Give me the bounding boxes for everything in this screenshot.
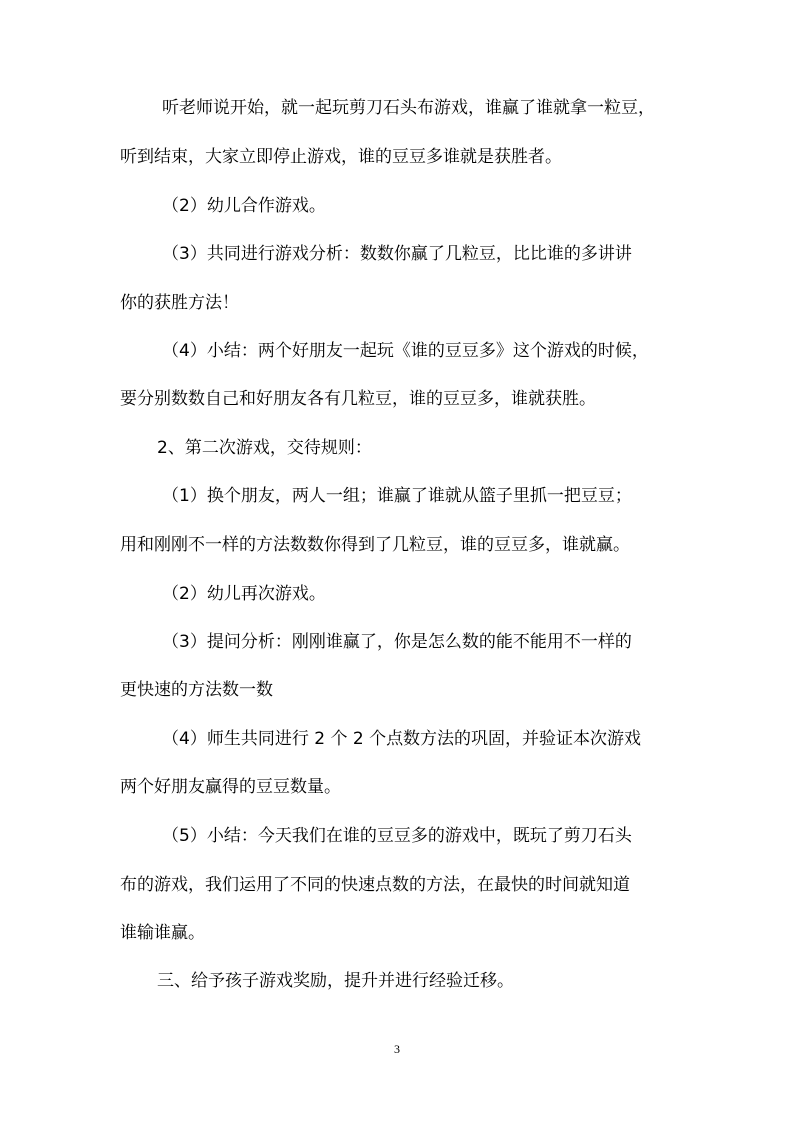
text-line: 听到结束，大家立即停止游戏，谁的豆豆多谁就是获胜者。 [120,147,562,167]
page-number: 3 [394,1042,400,1056]
text-line: 谁输谁赢。 [120,923,205,943]
text-line: 三、给予孩子游戏奖励，提升并进行经验迁移。 [157,971,514,991]
text-line: （1）换个朋友，两人一组；谁赢了谁就从篮子里抓一把豆豆； [162,486,632,506]
text-line: （5）小结：今天我们在谁的豆豆多的游戏中，既玩了剪刀石头 [162,826,632,846]
text-line: （4）小结：两个好朋友一起玩《谁的豆豆多》这个游戏的时候， [162,341,649,361]
text-line: 用和刚刚不一样的方法数数你得到了几粒豆，谁的豆豆多，谁就赢。 [120,535,630,555]
text-line: 两个好朋友赢得的豆豆数量。 [120,777,341,797]
text-line: （3）共同进行游戏分析：数数你赢了几粒豆，比比谁的多讲讲 [162,244,632,264]
text-line: 更快速的方法数一数 [120,680,273,700]
text-line: （2）幼儿合作游戏。 [162,196,326,216]
text-line: 你的获胜方法！ [120,293,239,313]
text-line: 听老师说开始，就一起玩剪刀石头布游戏，谁赢了谁就拿一粒豆， [162,98,655,118]
text-line: 要分别数数自己和好朋友各有几粒豆，谁的豆豆多，谁就获胜。 [120,389,596,409]
text-line: （2）幼儿再次游戏。 [162,584,326,604]
text-line: 布的游戏，我们运用了不同的快速点数的方法，在最快的时间就知道 [120,875,630,895]
text-line: 2、第二次游戏，交待规则： [157,438,372,458]
text-line: （3）提问分析：刚刚谁赢了，你是怎么数的能不能用不一样的 [162,632,632,652]
text-line: （4）师生共同进行 2 个 2 个点数方法的巩固，并验证本次游戏 [162,729,642,749]
